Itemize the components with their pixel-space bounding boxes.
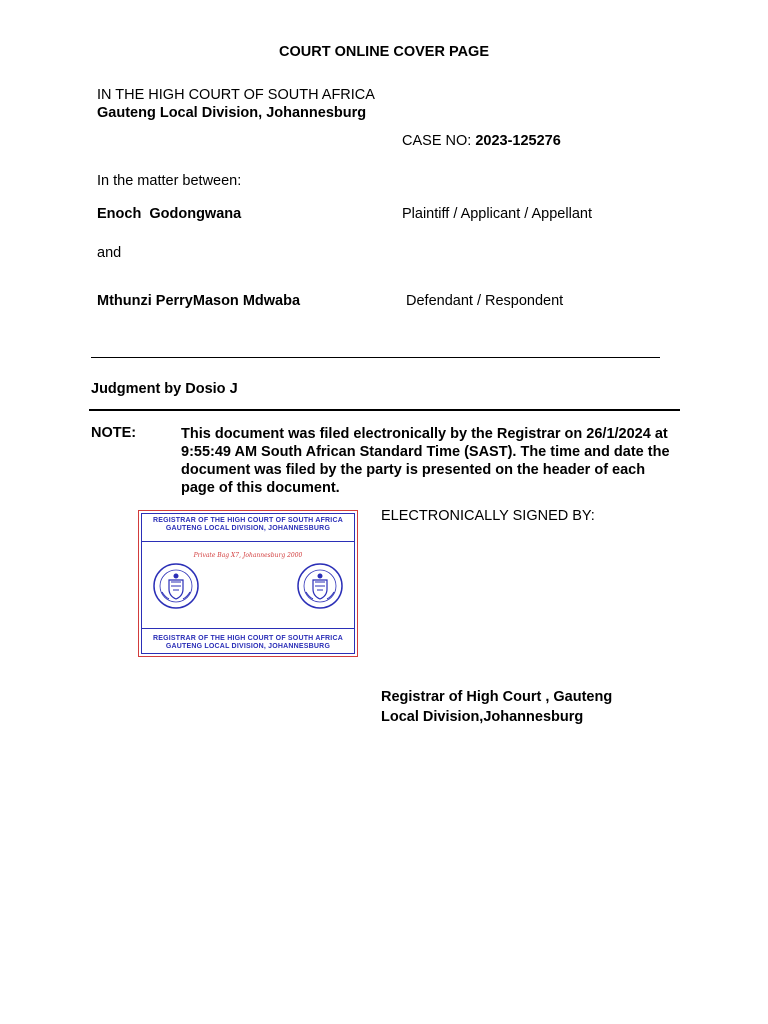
case-number-label: CASE NO: [402, 133, 476, 149]
stamp-divider-top [142, 541, 354, 542]
defendant-role: Defendant / Respondent [406, 293, 564, 309]
signer-line-2: Local Division,Johannesburg [381, 709, 584, 725]
parties-conjunction: and [97, 245, 122, 261]
judgment-title: Judgment by Dosio J [91, 381, 238, 397]
case-number-line [402, 133, 561, 149]
stamp-inner-border [141, 513, 355, 654]
stamp-bottom-text: REGISTRAR OF THE HIGH COURT OF SOUTH AFRICA GAUTENG LOCAL DIVISION, JOHANNESBURG [153, 635, 343, 650]
plaintiff-name: Enoch Godongwana [97, 206, 242, 222]
court-division: Gauteng Local Division, Johannesburg [97, 105, 367, 121]
stamp-divider-bottom [142, 628, 354, 629]
signature-label: ELECTRONICALLY SIGNED BY: [381, 508, 595, 524]
stamp-address: Private Bag X7, Johannesburg 2000 [193, 552, 303, 559]
stamp-top-text: REGISTRAR OF THE HIGH COURT OF SOUTH AFRICA GAUTENG LOCAL DIVISION, JOHANNESBURG [153, 517, 343, 532]
coat-of-arms-icon [152, 562, 200, 610]
signer-line-1: Registrar of High Court , Gauteng [381, 689, 613, 705]
note-text: This document was filed electronically by the Registrar on 26/1/2024 at 9:55:49 AM South African Standard Time (SAST). The time and date the document was filed by the party is presented on the header of each page of this document. [181, 426, 670, 496]
separator-line [91, 357, 660, 358]
plaintiff-role: Plaintiff / Applicant / Appellant [402, 206, 592, 222]
horizontal-rule [89, 409, 680, 411]
signer-block [381, 687, 661, 727]
matter-intro: In the matter between: [97, 173, 242, 189]
coat-of-arms-icon [296, 562, 344, 610]
defendant-name: Mthunzi PerryMason Mdwaba [97, 293, 301, 309]
registrar-stamp [138, 510, 358, 657]
page-title: COURT ONLINE COVER PAGE [279, 44, 489, 60]
court-name: IN THE HIGH COURT OF SOUTH AFRICA [97, 87, 375, 103]
case-number-value: 2023-125276 [475, 133, 561, 149]
note-label: NOTE: [91, 425, 137, 441]
